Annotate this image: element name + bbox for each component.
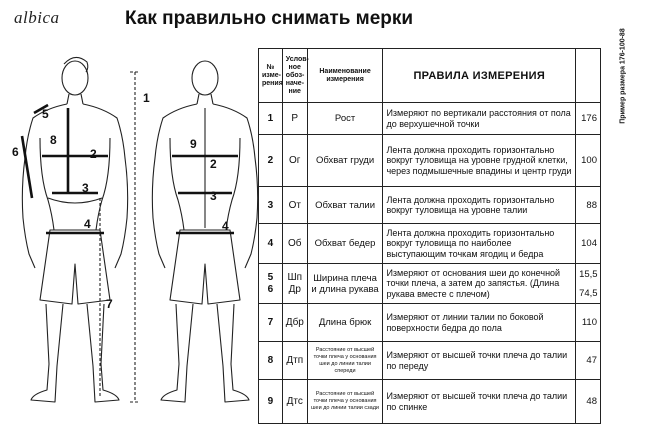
header-rules: ПРАВИЛА ИЗМЕРЕНИЯ <box>383 49 576 103</box>
measurement-figures <box>0 38 258 427</box>
row-rule: Лента должна проходить горизонтально вокруг туловища на уровне грудной клетки, через подмышечные впадины и центр груди <box>383 135 576 187</box>
row-num: 3 <box>259 187 283 224</box>
row-rule: Измеряют от высшей точки плеча до талии по спинке <box>383 380 576 424</box>
row-num-b: 6 <box>267 283 274 295</box>
marker-4-back: 4 <box>222 219 229 233</box>
row-code: Дтп <box>282 342 307 380</box>
row-value <box>576 264 601 304</box>
row-code <box>282 264 307 304</box>
brand-logo: albica <box>14 8 60 27</box>
row-rule: Лента должна проходить горизонтально вокруг туловища на уровне талии <box>383 187 576 224</box>
row-code: От <box>282 187 307 224</box>
row-name: Обхват талии <box>307 187 383 224</box>
row-num: 1 <box>259 103 283 135</box>
row-code: Р <box>282 103 307 135</box>
row-value: 104 <box>576 224 601 264</box>
row-name: Длина брюк <box>307 304 383 342</box>
table-row <box>259 135 601 187</box>
row-name: Обхват груди <box>307 135 383 187</box>
marker-7: 7 <box>106 297 113 311</box>
row-name: Рост <box>307 103 383 135</box>
marker-5: 5 <box>42 107 49 121</box>
row-value: 88 <box>576 187 601 224</box>
row-num-a: 5 <box>267 271 274 283</box>
row-value: 110 <box>576 304 601 342</box>
table-row <box>259 187 601 224</box>
table-row <box>259 103 601 135</box>
marker-1: 1 <box>143 91 150 105</box>
marker-6: 6 <box>12 145 19 159</box>
marker-4-front: 4 <box>84 217 91 231</box>
row-num: 7 <box>259 304 283 342</box>
header-num: № изме-рения <box>259 49 283 103</box>
marker-2-back: 2 <box>210 157 217 171</box>
table-row <box>259 224 601 264</box>
row-value-a: 15,5 <box>579 268 598 280</box>
row-code: Дтс <box>282 380 307 424</box>
header-size-label: Пример размера 176-100-88 <box>619 27 627 124</box>
header-size <box>576 27 627 124</box>
row-code: Ог <box>282 135 307 187</box>
marker-3-back: 3 <box>210 189 217 203</box>
row-rule: Измеряют по вертикали расстояния от пола до верхушечной точки <box>383 103 576 135</box>
page-title: Как правильно снимать мерки <box>125 8 414 29</box>
row-rule: Измеряют от высшей точки плеча до талии по переду <box>383 342 576 380</box>
row-num: 2 <box>259 135 283 187</box>
row-value: 100 <box>576 135 601 187</box>
table-row <box>259 264 601 304</box>
header-name: Наименование измерения <box>307 49 383 103</box>
row-num: 8 <box>259 342 283 380</box>
marker-9: 9 <box>190 137 197 151</box>
row-value-b: 74,5 <box>579 287 598 299</box>
row-rule: Лента должна проходить горизонтально вокруг туловища по наиболее выступающим точкам ягодиц и бедра <box>383 224 576 264</box>
row-num: 9 <box>259 380 283 424</box>
row-num <box>259 264 283 304</box>
row-rule: Измеряют от основания шеи до конечной точки плеча, а затем до запястья. (Длина рукава вместе с плечом) <box>383 264 576 304</box>
row-num: 4 <box>259 224 283 264</box>
measurements-table <box>258 27 627 424</box>
row-rule: Измеряют от линии талии по боковой поверхности бедра до пола <box>383 304 576 342</box>
row-value: 47 <box>576 342 601 380</box>
table-row <box>259 342 601 380</box>
table-row <box>259 380 601 424</box>
figures-illustration <box>0 38 258 427</box>
table-header-row <box>259 49 601 103</box>
row-name: Обхват бедер <box>307 224 383 264</box>
row-code-b: Др <box>288 283 301 295</box>
row-code: Об <box>282 224 307 264</box>
row-name: Расстояние от высшей точки плеча у основания шеи до линии талии спереди <box>307 342 383 380</box>
header-code: Услов-ное обоз-наче-ние <box>282 49 307 103</box>
row-value: 176 <box>576 103 601 135</box>
row-code: Дбр <box>282 304 307 342</box>
marker-3-front: 3 <box>82 181 89 195</box>
row-code-a: Шп <box>287 271 303 283</box>
marker-8: 8 <box>50 133 57 147</box>
row-value: 48 <box>576 380 601 424</box>
row-name: Расстояние от высшей точки плеча у основания шеи до линии талии сзади <box>307 380 383 424</box>
table-row <box>259 304 601 342</box>
row-name: Ширина плеча и длина рукава <box>307 264 383 304</box>
marker-2-front: 2 <box>90 147 97 161</box>
